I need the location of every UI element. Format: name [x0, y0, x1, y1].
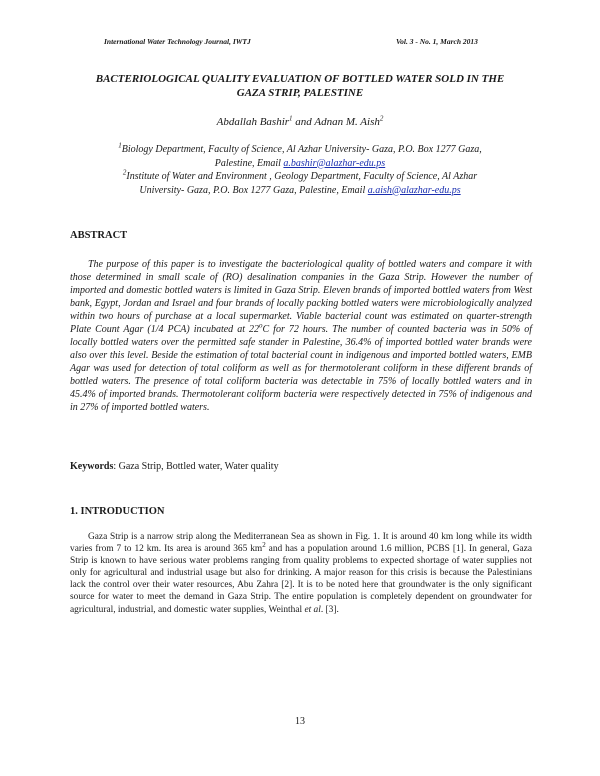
- volume-header: Vol. 3 - No. 1, March 2013: [396, 37, 478, 46]
- author-list: [60, 116, 540, 128]
- affiliation-2-line-2: University- Gaza, P.O. Box 1277 Gaza, Palestine, Email: [139, 184, 368, 196]
- affiliation-1-sup: 1: [118, 141, 122, 150]
- intro-text-part-2: and has a population around 1.6 million, PCBS [1]. In general, Gaza Strip is known to have serious water problems ranging from quality problems to expected shortage of water supplies not only for agricultural and industrial usage but also for drinking. A major reason for this crisis is because the Palestinians lack the control over their water resources, Abu Zahra [2]. It is to be noted here that groundwater is the only significant source for water to meet the demand in Gaza Strip. The entire population is completely dependent on groundwater for agricultural, industrial, and domestic water supplies, Weinthal: [70, 544, 532, 615]
- title-line-1: BACTERIOLOGICAL QUALITY EVALUATION OF BOTTLED WATER SOLD IN THE: [95, 73, 505, 85]
- et-al: et al: [304, 604, 321, 615]
- keywords-label: Keywords: [70, 461, 114, 472]
- keywords-line: [70, 461, 279, 472]
- introduction-heading: 1. INTRODUCTION: [70, 506, 165, 517]
- introduction-body: [70, 531, 532, 616]
- author-2: Adnan M. Aish: [314, 116, 380, 128]
- intro-text-part-1: Gaza Strip is a narrow strip along the Mediterranean Sea as shown in Fig. 1. It is around 40 km long while its width varies from 7 to 12 km. Its area is around 365 km: [70, 532, 532, 555]
- author-1: Abdallah Bashir: [216, 116, 290, 128]
- affiliation-2-line-1: Institute of Water and Environment , Geology Department, Faculty of Science, Al Azhar: [126, 171, 478, 182]
- email-link-1[interactable]: a.bashir@alazhar-edu.ps: [283, 157, 386, 169]
- abstract-heading: ABSTRACT: [70, 230, 128, 241]
- title-line-2: GAZA STRIP, PALESTINE: [236, 87, 364, 99]
- author-conjunction: and: [292, 116, 315, 128]
- author-2-sup: 2: [379, 114, 384, 123]
- paper-title: [60, 72, 540, 100]
- affiliation-1: [60, 143, 540, 170]
- abstract-text-part-2: C for 72 hours. The number of counted bacteria was in 50% of locally bottled waters over the permitted safe stander in Palestine, 36.4% of imported bottled water brands were also over this level. Beside the estimation of total bacterial count in indigenous and imported bottled waters, EMB Agar was used for detection of total coliform as well as for thermotolerant coliform in these different brands of bottled waters. The presence of total coliform bacteria was detectable in 75% of locally bottled waters and in 45.4% of imported brands. Thermotolerant coliform bacteria were respectively detected in 75% of indigenous and in 27% of imported bottled waters.: [70, 324, 532, 413]
- journal-header: International Water Technology Journal, IWTJ: [104, 37, 251, 46]
- degree-sup: o: [258, 321, 263, 330]
- affiliation-2-sup: 2: [122, 168, 127, 177]
- abstract-body: [70, 258, 532, 414]
- intro-text-part-3: . [3].: [320, 604, 339, 615]
- keywords-text: : Gaza Strip, Bottled water, Water quality: [113, 461, 279, 472]
- affiliation-1-line-1: Biology Department, Faculty of Science, Al Azhar University- Gaza, P.O. Box 1277 Gaza,: [121, 144, 482, 155]
- email-link-2[interactable]: a.aish@alazhar-edu.ps: [367, 184, 461, 196]
- author-1-sup: 1: [289, 114, 293, 123]
- affiliation-2: [60, 170, 540, 197]
- affiliation-1-line-2: Palestine, Email: [214, 157, 284, 169]
- page-number: 13: [295, 716, 305, 727]
- abstract-text-part-1: The purpose of this paper is to investigate the bacteriological quality of bottled waters and compare it with those determined in small scale of (RO) desalination companies in the Gaza Strip. However the number of imported and domestic bottled waters is limited in Gaza Strip. Eleven brands of imported bottled waters from West bank, Egypt, Jordan and Israel and four brands of locally packing bottled waters were microbiologically analyzed within two hours of purchase at a local supermarket. Viable bacterial count was estimated on quarter-strength Plate Count Agar (1/4 PCA) incubated at 22: [70, 259, 532, 335]
- km2-sup: 2: [262, 540, 266, 549]
